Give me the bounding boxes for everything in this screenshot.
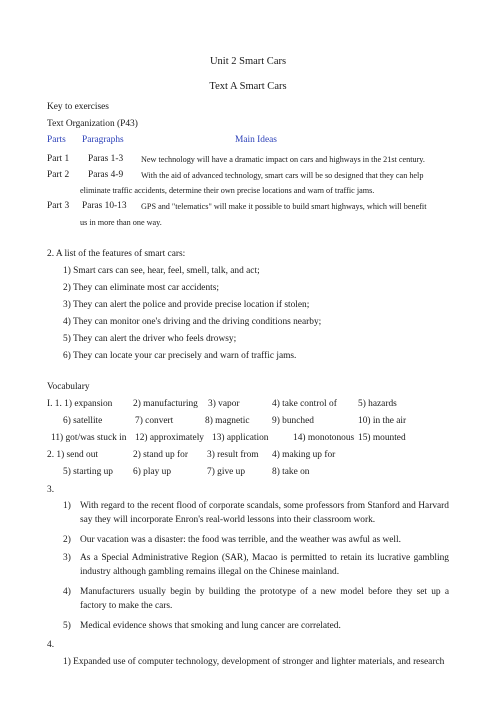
ex3-item-label: 5) — [63, 621, 71, 631]
vocab-item: 9) bunched — [272, 416, 314, 426]
page-subtitle: Text A Smart Cars — [209, 81, 287, 92]
vocab-item: 8) magnetic — [205, 416, 250, 426]
vocab-item: 2) manufacturing — [133, 399, 198, 409]
feature-item: 2) They can eliminate most car accidents; — [63, 283, 220, 293]
vocab-item: 8) take on — [272, 467, 310, 477]
ex3-item-label: 3) — [63, 553, 71, 563]
vocab-item: 2. 1) send out — [47, 450, 99, 460]
org-row-idea-cont: us in more than one way. — [80, 218, 162, 227]
vocab-item: I. 1. 1) expansion — [47, 399, 113, 409]
ex3-item-text: Manufacturers usually begin by building the prototype of a new model before they set up a factory to make the cars. — [80, 587, 449, 611]
vocab-item: 12) approximately — [135, 433, 204, 443]
exercise-4-number: 4. — [47, 640, 55, 650]
vocab-item: 10) in the air — [358, 416, 407, 426]
ex3-item-text: As a Special Administrative Region (SAR), Macao is permitted to retain its lucrative gambling industry although gambling remains illegal on the Chinese mainland. — [80, 553, 449, 577]
ex3-item-text: Our vacation was a disaster: the food was terrible, and the weather was awful as well. — [80, 535, 401, 545]
org-row-paras: Paras 1-3 — [88, 154, 124, 164]
vocab-item: 3) vapor — [208, 399, 240, 409]
org-row-idea: With the aid of advanced technology, smart cars will be so designed that they can help — [141, 171, 424, 180]
feature-item: 6) They can locate your car precisely and warn of traffic jams. — [63, 351, 297, 361]
vocab-item: 7) give up — [207, 467, 246, 477]
ex4-first-line: 1) Expanded use of computer technology, development of stronger and lighter materials, and research — [63, 657, 445, 667]
ex3-item-text: With regard to the recent flood of corporate scandals, some professors from Stanford and Harvard say they will incorporate Enron's real-world lessons into their classroom work. — [80, 501, 449, 525]
vocab-item: 15) mounted — [358, 433, 406, 443]
feature-item: 4) They can monitor one's driving and the driving conditions nearby; — [63, 317, 322, 327]
vocab-item: 6) play up — [133, 467, 172, 477]
vocab-item: 5) starting up — [63, 467, 113, 477]
vocab-item: 13) application — [212, 433, 269, 443]
vocab-item: 3) result from — [207, 450, 259, 460]
vocab-item: 4) making up for — [272, 450, 336, 460]
vocab-item: 6) satellite — [63, 416, 103, 426]
vocab-item: 2) stand up for — [133, 450, 188, 460]
vocab-item: 14) monotonous — [293, 433, 355, 443]
org-row-idea-cont: eliminate traffic accidents, determine their own precise locations and warn of traffic jams. — [80, 186, 375, 195]
ex3-item-label: 2) — [63, 535, 71, 545]
org-row-paras: Paras 10-13 — [82, 201, 127, 211]
key-heading: Key to exercises — [47, 102, 109, 112]
page-title: Unit 2 Smart Cars — [209, 56, 287, 67]
vocab-item: 5) hazards — [358, 399, 397, 409]
vocab-item: 11) got/was stuck in — [51, 433, 127, 443]
exercise-3-number: 3. — [47, 485, 55, 495]
org-row-part: Part 2 — [47, 170, 70, 180]
org-row-part: Part 1 — [47, 154, 70, 164]
ex3-item-text: Medical evidence shows that smoking and lung cancer are correlated. — [80, 621, 341, 631]
features-heading: 2. A list of the features of smart cars: — [47, 249, 186, 259]
org-row-idea: New technology will have a dramatic impact on cars and highways in the 21st century. — [141, 155, 425, 164]
org-row-part: Part 3 — [47, 201, 70, 211]
col-header-parts: Parts — [47, 135, 66, 145]
vocab-item: 4) take control of — [272, 399, 337, 409]
org-heading: Text Organization (P43) — [47, 119, 138, 129]
col-header-main-ideas: Main Ideas — [235, 135, 277, 145]
org-row-paras: Paras 4-9 — [88, 170, 124, 180]
col-header-paragraphs: Paragraphs — [82, 135, 124, 145]
vocab-heading: Vocabulary — [47, 382, 90, 392]
feature-item: 1) Smart cars can see, hear, feel, smell, talk, and act; — [63, 266, 260, 276]
ex3-item-label: 1) — [63, 501, 71, 511]
ex3-item-label: 4) — [63, 587, 71, 597]
vocab-item: 7) convert — [135, 416, 174, 426]
feature-item: 5) They can alert the driver who feels drowsy; — [63, 334, 237, 344]
org-row-idea: GPS and "telematics" will make it possible to build smart highways, which will benefit — [141, 202, 427, 211]
feature-item: 3) They can alert the police and provide precise location if stolen; — [63, 300, 310, 310]
